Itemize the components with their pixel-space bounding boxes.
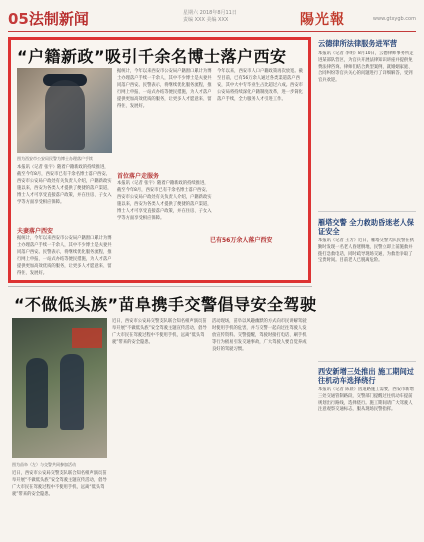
sidebar-item-title: 西安新增三处推出 施工期间过往机动车选择绕行 — [318, 367, 414, 385]
bottom-photo-caption: 图为苗阜（左）与交警共同参加活动 — [12, 462, 76, 467]
section-title — [8, 8, 89, 29]
sidebar — [318, 37, 416, 537]
lead-story — [8, 37, 311, 283]
date-line-1: 星期六 2018年8月11日 — [183, 10, 237, 16]
bottom-story-title: “不做低头族”苗阜携手交警倡导安全驾驶 — [14, 295, 317, 314]
lead-story-photo — [17, 68, 112, 153]
lead-highlight: 已有56万余人落户西安 — [210, 237, 273, 244]
dateline — [183, 10, 237, 24]
sidebar-item-text: 本报讯（记者 王芳）近日，雁塔交警大队民警在执勤时发现一名老人昏迷倒地，民警立即上前施救并拨打急救电话，同时疏导现场交通，为救治争取了宝贵时间。目前老人已脱离危险。 — [318, 238, 414, 264]
masthead — [300, 7, 416, 29]
sidebar-divider — [318, 211, 416, 212]
lead-subhead-2: 首位落户走服务 — [117, 173, 160, 180]
sidebar-item-text: 本报讯（记者 陈晨）因道路施工需要，西安市新增三处交通管制路段，交警部门提醒过往机动车提前规划出行路线，选择绕行。施工期间请广大驾驶人注意观察交通标志，服从现场民警指挥。 — [318, 387, 414, 413]
lead-col2-text: 据统计，今年以来西安市公安局户籍窗口累计为博士办理落户手续一千余人，其中不少博士是夫妻共同落户西安。民警表示，将继续优化服务流程，推行网上申报、一站式办结等便民措施，为人才落户提供更加高效优质的服务，让更多人才愿意来、留得住、发展好。 — [117, 69, 212, 109]
banner-shape — [72, 328, 102, 348]
section-name: 法制新闻 — [28, 10, 89, 28]
lead-subhead-1: 夫妻落户西安 — [17, 228, 54, 235]
bottom-col3-text: 活动现场，苗阜以风趣幽默的方式向市民讲解驾驶时使用手机的危害，并与交警一起向过往驾驶人发放宣传资料。交警提醒，驾驶时接打电话、刷手机等行为极易引发交通事故，广大驾驶人要自觉养成良好的驾驶习惯。 — [212, 319, 307, 352]
paper-website: www.gtxygb.com — [372, 16, 416, 22]
section-number: 05 — [8, 10, 29, 28]
sidebar-item-title: 云德律所法律服务进军营 — [318, 39, 398, 48]
bottom-col2-text: 近日，西安市公安局交警支队联合知名相声演员苗阜开展“不做低头族”安全驾驶主题宣传活动，倡导广大市民在驾驶过程中不使用手机，远离“低头驾驶”带来的安全隐患。 — [112, 319, 207, 345]
person-figure — [26, 358, 48, 428]
date-line-2: 责编 XXX 美编 XXX — [183, 17, 229, 23]
bottom-col1b-text: 近日，西安市公安局交警支队联合知名相声演员苗阜开展“不做低头族”安全驾驶主题宣传活动，倡导广大市民在驾驶过程中不使用手机，远离“低头驾驶”带来的安全隐患。 — [12, 471, 107, 497]
header-rule — [8, 31, 416, 32]
officer-figure — [60, 354, 84, 430]
sidebar-item-text: 本报讯（记者 李明）8月10日，云德律师事务所走进某部队营区，为官兵开展法律知识讲座并提供免费法律咨询。律师们结合典型案例，就婚姻家庭、合同纠纷等官兵关心的问题进行了详细解答，受到官兵欢迎。 — [318, 51, 414, 84]
sidebar-item-title: 雁塔交警 全力救助昏迷老人保证安全 — [318, 218, 414, 236]
lead-col1b-text: 据统计，今年以来西安市公安局户籍窗口累计为博士办理落户手续一千余人，其中不少博士是夫妻共同落户西安。民警表示，将继续优化服务流程，推行网上申报、一站式办结等便民措施，为人才落户提供更加高效优质的服务，让更多人才愿意来、留得住、发展好。 — [17, 236, 112, 276]
lead-col1-text: 本报讯（记者 张宇）随着户籍新政的持续推进，截至今年8月，西安市已有千余名博士落户西安。西安市公安局户政处有关负责人介绍，户籍新政实施以来，西安为各类人才提供了便捷的落户渠道，博士人才可享受直接落户政策，并在住房、子女入学等方面享受相应保障。 — [17, 165, 112, 205]
officer-figure — [45, 80, 85, 150]
bottom-story-photo — [12, 318, 107, 458]
lead-col3-text: 今年以来，西安市人口户籍政策再次放宽。截至目前，已有56万余人通过各类渠道落户西安，其中大中专毕业生占比超过六成。西安市公安局将持续深化户籍制度改革，进一步简化落户手续，全力服务人才引进工作。 — [217, 69, 303, 102]
lead-photo-caption: 图为西安市公安局民警为博士办理落户手续 — [17, 156, 93, 161]
sidebar-divider — [318, 361, 416, 362]
lead-story-title: “户籍新政”吸引千余名博士落户西安 — [17, 47, 287, 66]
section-divider — [8, 286, 312, 287]
paper-logo: 陽光報 — [300, 12, 345, 28]
lead-col2b-text: 本报讯（记者 张宇）随着户籍新政的持续推进，截至今年8月，西安市已有千余名博士落户西安。西安市公安局户政处有关负责人介绍，户籍新政实施以来，西安为各类人才提供了便捷的落户渠道，博士人才可享受直接落户政策，并在住房、子女入学等方面享受相应保障。 — [117, 181, 212, 221]
